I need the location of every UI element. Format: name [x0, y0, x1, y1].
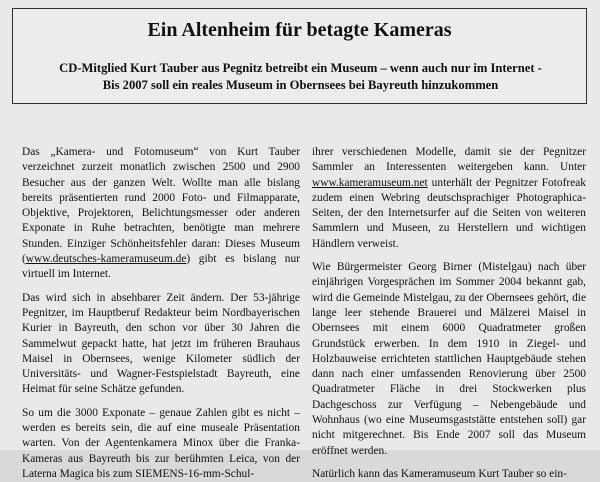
article-subtitle	[43, 60, 558, 94]
right-p1-text-a: ihrer verschiedenen Modelle, damit sie der Pegnitzer Sammler an Interessenten weitergeben kann. Unter	[312, 146, 586, 174]
left-p1-text-a: Das „Kamera- und Fotomuseum“ von Kurt Tauber verzeichnet zurzeit monatlich zwischen 2500 und 2900 Besucher aus der ganzen Welt. Wollte man alle bislang bereits präsentierten rund 2000 Foto- und Filmapparate, Objektive, Projektoren, Belichtungsmesser oder anderen Exponate in Ruhe betrachten, benötigte man mehrere Stunden. Einziger Schönheitsfehler daran: Dieses Museum (	[22, 146, 300, 266]
subtitle-line-1: CD-Mitglied Kurt Tauber aus Pegnitz betreibt ein Museum – wenn auch nur im Internet -	[59, 61, 542, 75]
headline-box	[12, 8, 587, 104]
left-paragraph-3: So um die 3000 Exponate – genaue Zahlen gibt es nicht – werden es bereits sein, die auf eine museale Präsentation warten. Von der Agentenkamera Minox über die Franka-Kameras aus Bayreuth bis zur berühmten Leica, von der Laterna Magica bis zum SIEMENS-16-mm-Schul-	[22, 406, 300, 480]
webring-link[interactable]: www.kameramuseum.net	[312, 176, 428, 189]
left-p1-text-b: ) gibt es bislang nur virtuell im Internet.	[22, 253, 300, 281]
right-paragraph-1	[312, 145, 586, 252]
right-paragraph-3: Natürlich kann das Kameramuseum Kurt Tauber so ein-	[312, 467, 567, 480]
subtitle-line-2: Bis 2007 soll ein reales Museum in Obernsees bei Bayreuth hinzukommen	[102, 78, 499, 92]
museum-website-link[interactable]: www.deutsches-kameramuseum.de	[25, 253, 187, 266]
article-title: Ein Altenheim für betagte Kameras	[147, 19, 452, 41]
left-paragraph-1	[22, 145, 300, 283]
right-column	[312, 145, 586, 482]
right-paragraph-2: Wie Bürgermeister Georg Birner (Mistelgau) nach über einjährigen Vorgesprächen im Sommer 2004 bekannt gab, wird die Gemeinde Mistelgau, zu der Obernsees gehört, die lange leer stehende Brauerei und Mälzerei Maisel in Obernsees mit einem 6000 Quadratmeter großen Grundstück erwerben. In dem 1910 in Ziegel- und Holzbauweise errichteten stattlichen Hauptgebäude stehen dann nach einer umfassenden Renovierung über 2500 Quadratmeter Fläche in drei Stockwerken plus Dachgeschoss zur Verfügung – Nebengebäude und Wohnhaus (wo eine Museumsgaststätte entstehen soll) gar nicht mitgerechnet. Bis Ende 2007 soll das Museum eröffnet werden.	[312, 261, 586, 457]
left-paragraph-2: Das wird sich in absehbarer Zeit ändern. Der 53-jährige Pegnitzer, im Hauptberuf Redakteur beim Nordbayerischen Kurier in Bayreuth, den schon vor über 30 Jahren die Sammelwut gepackt hatte, hat jetzt im früheren Brauhaus Maisel in Obernsees, wenige Kilometer südlich der Universitäts- und Wagner-Festspielstadt Bayreuth, eine Heimat für seine Schätze gefunden.	[22, 291, 300, 396]
left-column	[22, 145, 300, 482]
right-p1-text-b: unterhält der Pegnitzer Fotofreak zudem einen Webring deutschsprachiger Photographica-Seiten, der den Internetsurfer auf die Seiten von weiteren Sammlern und Museen, zu Herstellern und wichtigen Händlern verweist.	[312, 176, 586, 250]
